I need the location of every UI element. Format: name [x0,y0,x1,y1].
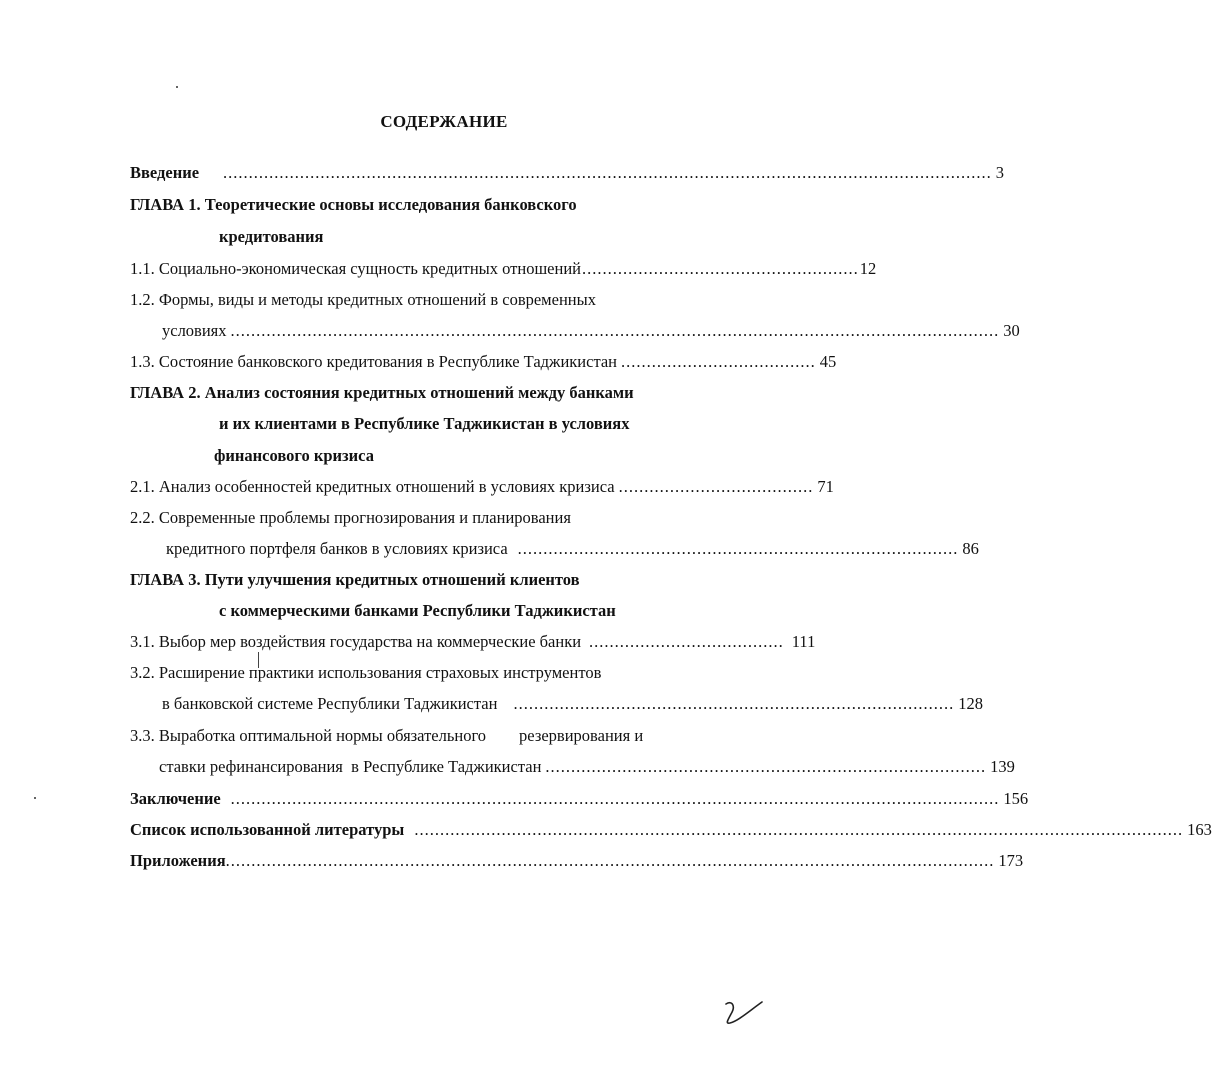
toc-page-number: 173 [998,851,1024,870]
leader-dots: ...................................................................................................................................................... [414,820,1184,839]
toc-entry-label-cont: в банковской системе Республики Таджикистан [162,694,498,713]
toc-page-number: 30 [1003,321,1020,340]
scan-speck [34,797,36,799]
toc-entry-label: 3.1. Выбор мер воздействия государства на коммерческие банки [130,632,582,651]
chapter-2-heading: ГЛАВА 2. Анализ состояния кредитных отношений между банками [130,383,634,402]
toc-entry-label-cont: условиях [162,321,227,340]
toc-page-number: 12 [859,259,877,278]
toc-page-number: 86 [962,539,979,558]
toc-entry-intro [130,163,1005,183]
page-title: СОДЕРЖАНИЕ [380,112,508,131]
toc-entry-label: Заключение [130,789,221,808]
toc-entry-appendices [130,851,1024,871]
toc-page-number: 111 [791,632,816,651]
toc-entry-label: 2.1. Анализ особенностей кредитных отношений в условиях кризиса [130,477,615,496]
leader-dots: ...................................... [618,477,814,496]
toc-page-number: 139 [990,757,1015,776]
toc-entry-3-2-label: 3.2. Расширение практики использования страховых инструментов [130,663,602,682]
toc-entry-2-1 [130,477,834,497]
toc-page-number: 128 [958,694,983,713]
toc-entry-1-2-label: 1.2. Формы, виды и методы кредитных отношений в современных [130,290,596,309]
chapter-3-heading: ГЛАВА 3. Пути улучшения кредитных отношений клиентов [130,570,580,589]
toc-entry-label: Список использованной литературы [130,820,405,839]
scan-speck [176,86,178,88]
toc-entry-1-1 [130,259,877,279]
toc-entry-3-2 [162,694,983,714]
toc-page-number: 3 [995,163,1005,182]
leader-dots: ...................................................................................................................................................... [223,163,992,182]
toc-page-number: 71 [817,477,834,496]
leader-dots: ...................................................................................... [513,694,955,713]
chapter-1-heading-cont: кредитования [219,227,324,246]
leader-dots: ...................................................................................... [517,539,959,558]
toc-page-number: 163 [1187,820,1212,839]
toc-entry-label-cont: кредитного портфеля банков в условиях кризиса [166,539,508,558]
toc-entry-3-3-label: 3.3. Выработка оптимальной нормы обязательного резервирования и [130,726,644,745]
leader-dots: ...................................... [621,352,816,371]
toc-entry-1-2 [162,321,1020,341]
toc-page-number: 156 [1003,789,1029,808]
toc-entry-2-2-label: 2.2. Современные проблемы прогнозирования и планирования [130,508,571,527]
leader-dots: ...................................................... [581,259,859,278]
chapter-2-heading-cont: и их клиентами в Республике Таджикистан в условиях [219,414,630,433]
toc-page-number: 45 [819,352,837,371]
handwritten-mark-icon [722,996,766,1030]
toc-entry-label: Введение [130,163,200,182]
chapter-3-heading-cont: с коммерческими банками Республики Таджикистан [219,601,616,620]
toc-entry-3-3 [159,757,1015,777]
toc-entry-2-2 [166,539,979,559]
leader-dots: ...................................................................................................................................................... [225,851,995,870]
toc-entry-label: Приложения [130,851,226,870]
toc-entry-label: 1.3. Состояние банковского кредитования в Республике Таджикистан [130,352,618,371]
toc-entry-1-3 [130,352,837,372]
toc-entry-label-cont: ставки рефинансирования в Республике Таджикистан [159,757,542,776]
leader-dots: ...................................................................................................................................................... [230,789,1000,808]
toc-entry-3-1 [130,632,816,652]
chapter-2-heading-cont: финансового кризиса [214,446,374,465]
toc-entry-references [130,820,1212,840]
leader-dots: ...................................................................................... [545,757,987,776]
leader-dots: ...................................... [589,632,784,651]
chapter-1-heading: ГЛАВА 1. Теоретические основы исследования банковского [130,195,577,214]
toc-entry-label: 1.1. Социально-экономическая сущность кредитных отношений [130,259,581,278]
toc-entry-conclusion [130,789,1029,809]
leader-dots: ...................................................................................................................................................... [230,321,1000,340]
